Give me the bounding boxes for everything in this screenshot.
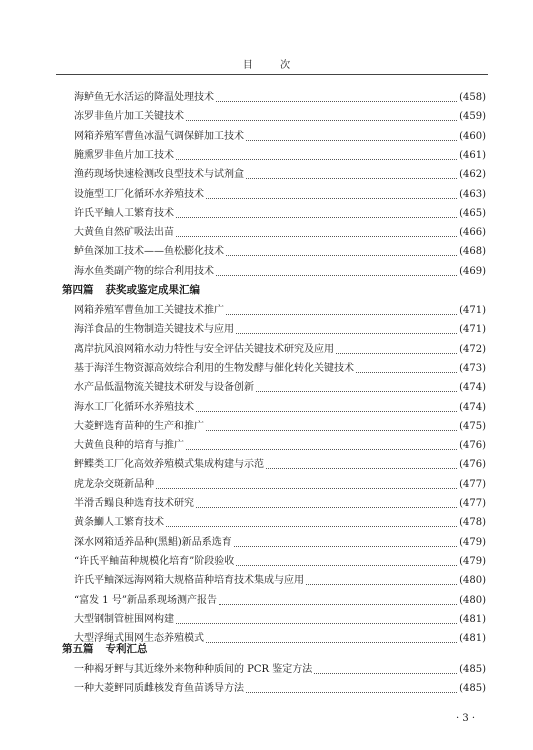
dot-leader	[226, 254, 457, 256]
toc-entry-title: 腌熏罗非鱼片加工技术	[74, 149, 174, 161]
section-name: 获奖或鉴定成果汇编	[105, 284, 200, 296]
dot-leader	[176, 158, 457, 160]
toc-entry-title: 基于海洋生物资源高效综合利用的生物发酵与催化转化关键技术	[74, 362, 354, 374]
dot-leader	[196, 506, 457, 508]
toc-entry	[74, 570, 486, 588]
toc-entry-page: (459)	[459, 111, 486, 123]
toc-entry	[74, 659, 486, 677]
toc-entry-page: (469)	[459, 265, 486, 277]
toc-entry-title: 虎龙杂交斑新品种	[74, 478, 154, 490]
dot-leader	[206, 429, 457, 431]
dot-leader	[246, 139, 457, 141]
toc-entry-page: (479)	[459, 555, 486, 567]
section-heading-4	[62, 282, 200, 297]
toc-entry	[74, 493, 486, 511]
toc-entry	[74, 590, 486, 608]
toc-entry-page: (466)	[459, 227, 486, 239]
toc-entry	[74, 678, 486, 696]
toc-entry-title: 设施型工厂化循环水养殖技术	[74, 188, 204, 200]
dot-leader	[196, 410, 457, 412]
toc-entry	[74, 261, 486, 279]
dot-leader	[266, 467, 457, 469]
toc-entry-title: 大型浮绳式围网生态养殖模式	[74, 633, 204, 645]
toc-entry	[74, 609, 486, 627]
toc-entry-title: “富发 1 号”新品系现场测产报告	[74, 594, 217, 606]
toc-entry-page: (471)	[459, 305, 486, 316]
section-part: 第四篇	[62, 284, 94, 296]
toc-entry-page: (479)	[459, 536, 486, 548]
dot-leader	[226, 313, 457, 315]
dot-leader	[176, 216, 457, 218]
toc-entry-page: (475)	[459, 420, 486, 432]
running-header: 目 次	[242, 60, 303, 71]
toc-entry-title: 许氏平鲉深远海网箱大规格苗种培育技术集成与应用	[74, 575, 304, 587]
dot-leader	[236, 564, 457, 566]
dot-leader	[246, 691, 457, 693]
dot-leader	[336, 352, 457, 354]
dot-leader	[216, 274, 457, 276]
dot-leader	[206, 641, 457, 643]
toc-entry-page: (460)	[459, 130, 486, 142]
toc-entry	[74, 222, 486, 240]
toc-entry-page: (481)	[459, 633, 486, 645]
toc-entry-page: (480)	[459, 594, 486, 606]
toc-entry-page: (461)	[459, 149, 486, 161]
toc-entry-page: (474)	[459, 382, 486, 394]
dot-leader	[236, 332, 457, 334]
toc-entry-page: (476)	[459, 440, 486, 452]
toc-entry-page: (485)	[459, 683, 486, 695]
toc-entry	[74, 164, 486, 182]
toc-entry	[74, 358, 486, 376]
toc-entry	[74, 106, 486, 124]
toc-entry-title: 海水鱼类副产物的综合利用技术	[74, 265, 214, 277]
toc-entry-page: (473)	[459, 362, 486, 374]
header-rule	[56, 74, 488, 75]
dot-leader	[166, 525, 457, 527]
toc-entry-title: 半滑舌鳎良种选育技术研究	[74, 498, 194, 509]
toc-entry-title: 网箱养殖军曹鱼冰温气调保鲜加工技术	[74, 130, 244, 142]
toc-entry-title: 冻罗非鱼片加工关键技术	[74, 111, 184, 123]
toc-entry-page: (477)	[459, 478, 486, 490]
section-heading-5	[62, 641, 148, 656]
toc-entry-title: 海鲈鱼无水活运的降温处理技术	[74, 92, 214, 103]
toc-entry-page: (480)	[459, 575, 486, 587]
toc-entry	[74, 551, 486, 569]
toc-entry	[74, 203, 486, 221]
toc-entry-page: (478)	[459, 517, 486, 529]
dot-leader	[176, 235, 457, 237]
toc-entry-page: (465)	[459, 207, 486, 219]
toc-entry-title: 水产品低温物流关键技术研发与设备创新	[74, 382, 254, 394]
page-number: · 3 ·	[456, 713, 476, 724]
toc-entry	[74, 397, 486, 415]
toc-entry	[74, 377, 486, 395]
toc-entry-title: 大菱鲆选育苗种的生产和推广	[74, 420, 204, 432]
toc-entry-title: 黄条鰤人工繁育技术	[74, 517, 164, 529]
toc-entry-title: 海洋食品的生物制造关键技术与应用	[74, 324, 234, 336]
toc-entry	[74, 339, 486, 357]
toc-entry	[74, 435, 486, 453]
toc-entry-title: 许氏平鲉人工繁育技术	[74, 207, 174, 219]
toc-entry-title: 一种大菱鲆同质雌核发育鱼苗诱导方法	[74, 683, 244, 695]
toc-entry-page: (462)	[459, 169, 486, 181]
toc-entry-page: (468)	[459, 246, 486, 258]
dot-leader	[216, 100, 457, 102]
dot-leader	[219, 603, 457, 605]
toc-entry-page: (481)	[459, 613, 486, 625]
dot-leader	[176, 622, 457, 624]
toc-entry-title: 海水工厂化循环水养殖技术	[74, 401, 194, 413]
toc-entry-title: 大黄鱼自然矿吸法出苗	[74, 227, 174, 239]
toc-entry	[74, 184, 486, 202]
toc-entry-page: (485)	[459, 664, 486, 675]
toc-entry-title: 鲆鲽类工厂化高效养殖模式集成构建与示范	[74, 459, 264, 471]
toc-entry	[74, 512, 486, 530]
toc-entry-page: (463)	[459, 188, 486, 200]
toc-entry-page: (474)	[459, 401, 486, 413]
toc-entry-title: 渔药现场快速检测改良型技术与试剂盒	[74, 169, 244, 181]
toc-entry	[74, 87, 486, 105]
dot-leader	[356, 371, 457, 373]
toc-entry	[74, 300, 486, 318]
dot-leader	[314, 672, 457, 674]
dot-leader	[306, 583, 457, 585]
toc-entry-page: (471)	[459, 324, 486, 336]
toc-entry-title: 深水网箱适养品种(黑鲳)新品系选育	[74, 536, 232, 548]
toc-entry-title: “许氏平鲉苗种规模化培育”阶段验收	[74, 555, 235, 567]
toc-entry	[74, 532, 486, 550]
toc-entry	[74, 319, 486, 337]
toc-entry	[74, 145, 486, 163]
dot-leader	[206, 197, 457, 199]
toc-entry-title: 网箱养殖军曹鱼加工关键技术推广	[74, 305, 224, 316]
toc-entry	[74, 474, 486, 492]
dot-leader	[186, 448, 457, 450]
toc-entry	[74, 416, 486, 434]
dot-leader	[156, 487, 457, 489]
toc-entry-page: (477)	[459, 498, 486, 509]
dot-leader	[256, 390, 457, 392]
toc-entry-page: (476)	[459, 459, 486, 471]
toc-entry	[74, 126, 486, 144]
toc-entry-title: 离岸抗风浪网箱水动力特性与安全评估关键技术研究及应用	[74, 343, 334, 355]
dot-leader	[246, 177, 457, 179]
dot-leader	[234, 545, 457, 547]
toc-entry	[74, 241, 486, 259]
toc-entry-title: 一种褐牙鲆与其近缘外来物种种质间的 PCR 鉴定方法	[74, 664, 313, 675]
section-name: 专利汇总	[105, 643, 148, 655]
toc-entry-title: 鲈鱼深加工技术——鱼松膨化技术	[74, 246, 224, 258]
toc-entry-page: (472)	[459, 343, 486, 355]
dot-leader	[186, 119, 457, 121]
toc-entry-title: 大型钢制管桩围网构建	[74, 613, 174, 625]
toc-entry	[74, 454, 486, 472]
toc-entry-title: 大黄鱼良种的培育与推广	[74, 440, 184, 452]
section-part: 第五篇	[62, 643, 94, 655]
toc-entry-page: (458)	[459, 92, 486, 103]
